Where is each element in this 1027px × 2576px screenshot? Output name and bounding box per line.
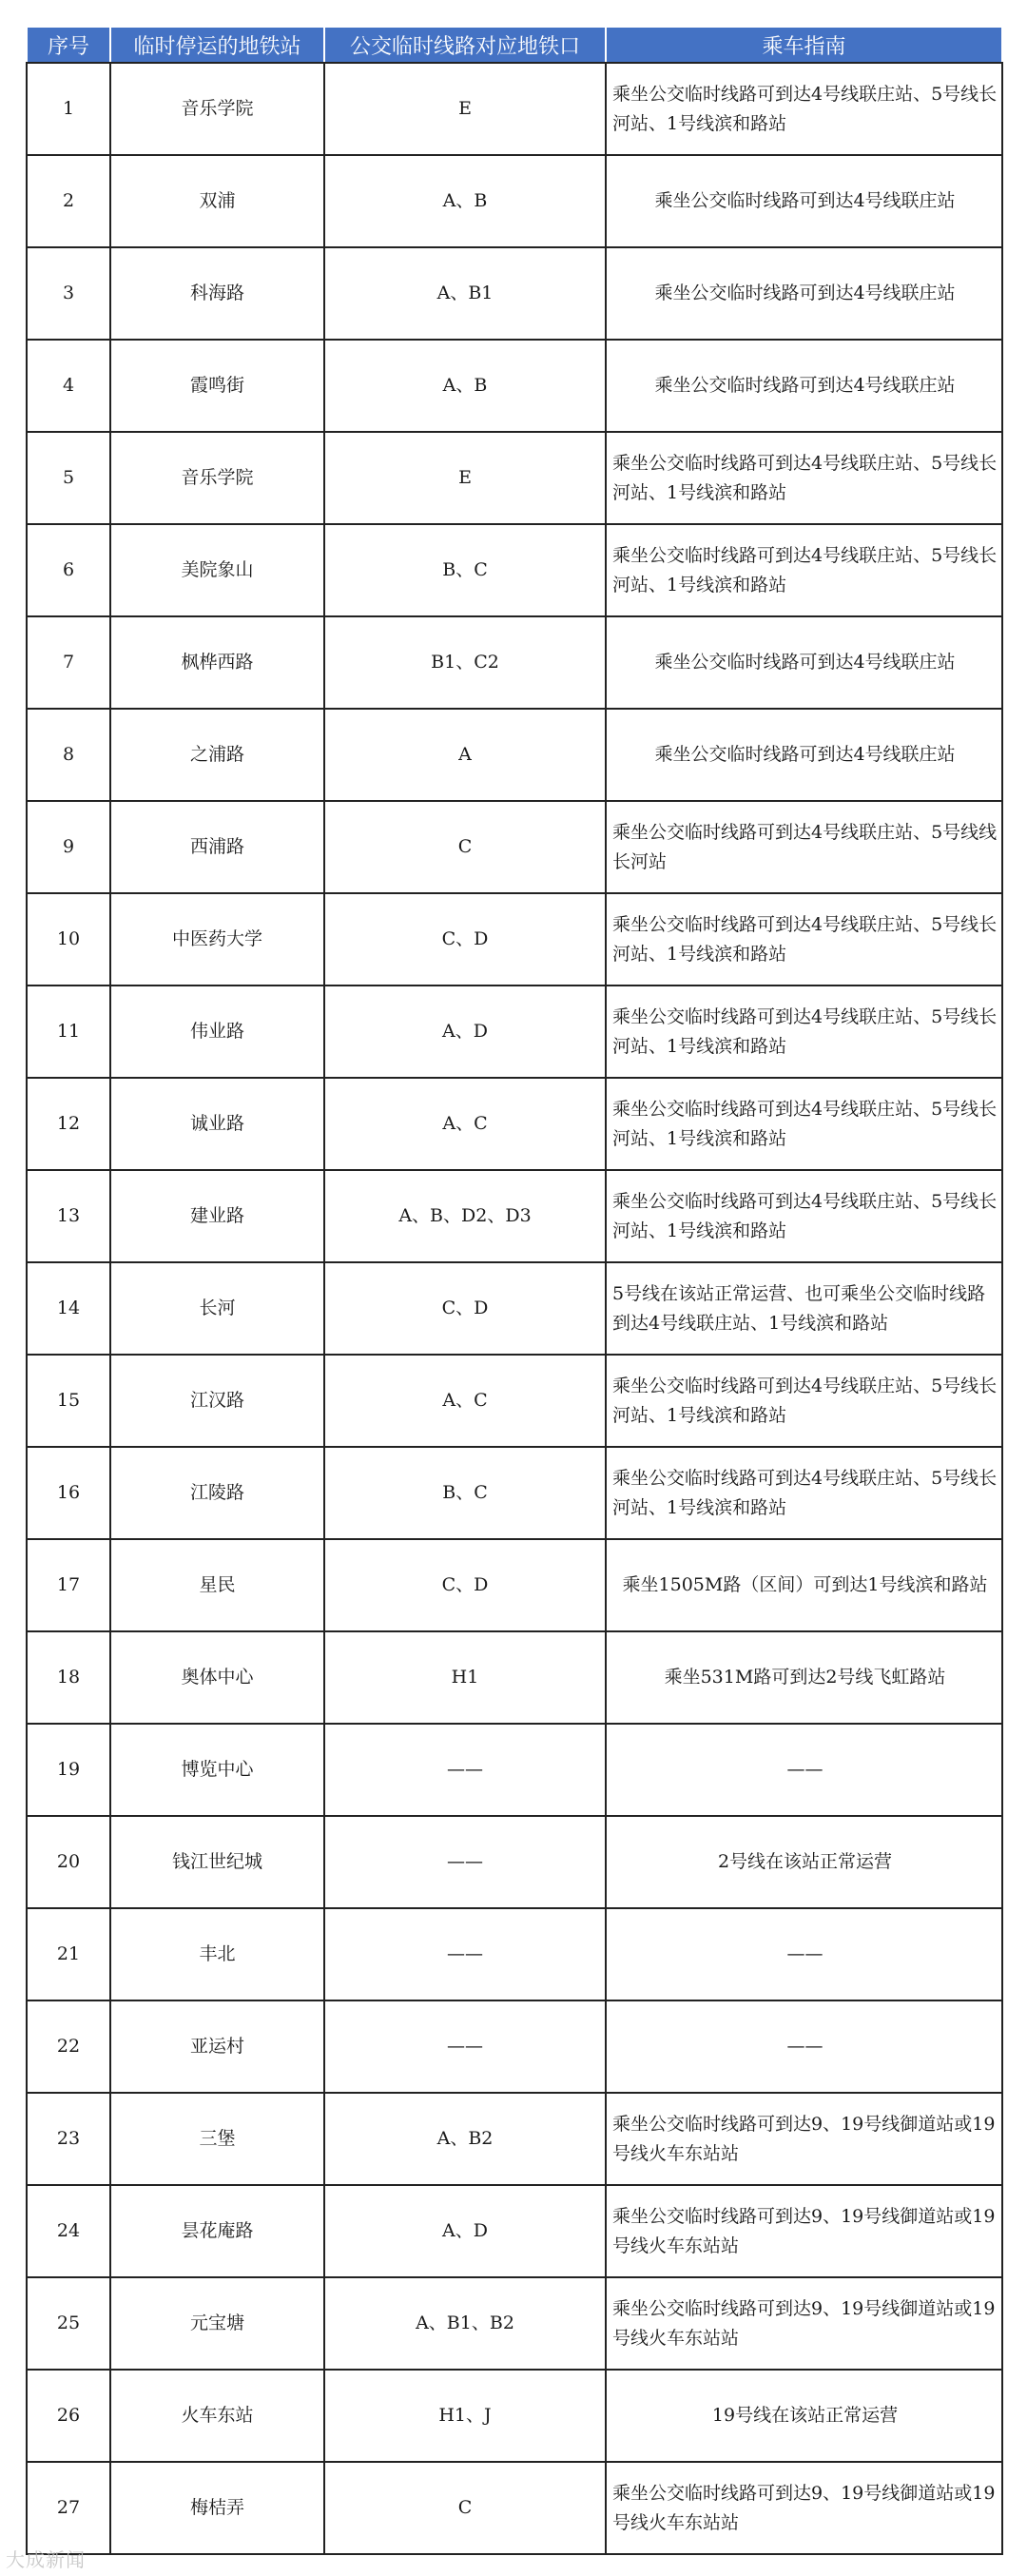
cell-exit: A、C [324,1078,606,1170]
cell-exit: A、B [324,340,606,432]
cell-no: 27 [27,2462,110,2554]
cell-exit: A、D [324,986,606,1078]
cell-guide: 乘坐公交临时线路可到达4号线联庄站、5号线长河站、1号线滨和路站 [606,524,1002,616]
cell-no: 16 [27,1447,110,1539]
header-station: 临时停运的地铁站 [110,27,324,63]
cell-no: 23 [27,2093,110,2185]
table-row [27,616,1002,709]
cell-no: 15 [27,1355,110,1447]
cell-no: 17 [27,1539,110,1631]
table-row [27,986,1002,1078]
cell-guide: 5号线在该站正常运营、也可乘坐公交临时线路到达4号线联庄站、1号线滨和路站 [606,1262,1002,1355]
table-row [27,432,1002,524]
cell-no: 21 [27,1908,110,2000]
cell-station: 中医药大学 [110,893,324,986]
table-header-row [27,27,1002,63]
header-exit: 公交临时线路对应地铁口 [324,27,606,63]
table-row [27,247,1002,340]
cell-exit: H1 [324,1631,606,1724]
table-row [27,1447,1002,1539]
cell-exit: H1、J [324,2370,606,2462]
cell-station: 昙花庵路 [110,2185,324,2277]
cell-no: 11 [27,986,110,1078]
table-row [27,1631,1002,1724]
cell-station: 江汉路 [110,1355,324,1447]
table-row [27,155,1002,247]
table-row [27,2093,1002,2185]
cell-station: 火车东站 [110,2370,324,2462]
cell-no: 9 [27,801,110,893]
cell-exit: A [324,709,606,801]
cell-no: 13 [27,1170,110,1262]
cell-exit: A、D [324,2185,606,2277]
cell-guide: 乘坐公交临时线路可到达4号线联庄站 [606,340,1002,432]
cell-guide: 乘坐公交临时线路可到达4号线联庄站 [606,247,1002,340]
cell-no: 12 [27,1078,110,1170]
cell-station: 三堡 [110,2093,324,2185]
cell-guide: 乘坐公交临时线路可到达4号线联庄站、5号线长河站、1号线滨和路站 [606,893,1002,986]
table-row [27,2370,1002,2462]
cell-station: 亚运村 [110,2000,324,2093]
cell-station: 双浦 [110,155,324,247]
cell-no: 8 [27,709,110,801]
cell-station: 之浦路 [110,709,324,801]
table-row [27,2000,1002,2093]
cell-guide: 乘坐公交临时线路可到达4号线联庄站、5号线长河站、1号线滨和路站 [606,63,1002,155]
cell-no: 24 [27,2185,110,2277]
cell-exit: A、B1、B2 [324,2277,606,2370]
cell-station: 元宝塘 [110,2277,324,2370]
cell-exit: B1、C2 [324,616,606,709]
cell-station: 枫桦西路 [110,616,324,709]
cell-station: 梅桔弄 [110,2462,324,2554]
table-row [27,2462,1002,2554]
cell-guide: 2号线在该站正常运营 [606,1816,1002,1908]
cell-guide: 乘坐1505M路（区间）可到达1号线滨和路站 [606,1539,1002,1631]
cell-station: 江陵路 [110,1447,324,1539]
cell-exit: A、B、D2、D3 [324,1170,606,1262]
cell-no: 5 [27,432,110,524]
cell-guide: 乘坐公交临时线路可到达4号线联庄站、5号线长河站、1号线滨和路站 [606,986,1002,1078]
cell-station: 星民 [110,1539,324,1631]
cell-station: 长河 [110,1262,324,1355]
cell-guide: 乘坐公交临时线路可到达4号线联庄站、5号线长河站、1号线滨和路站 [606,432,1002,524]
cell-no: 22 [27,2000,110,2093]
cell-no: 6 [27,524,110,616]
cell-no: 20 [27,1816,110,1908]
cell-station: 音乐学院 [110,432,324,524]
cell-guide: 乘坐公交临时线路可到达4号线联庄站、5号线长河站、1号线滨和路站 [606,1355,1002,1447]
watermark: 大成新闻 [6,2548,86,2571]
cell-station: 美院象山 [110,524,324,616]
cell-exit: E [324,63,606,155]
table-row [27,1816,1002,1908]
cell-exit: E [324,432,606,524]
cell-guide: 乘坐公交临时线路可到达4号线联庄站、5号线长河站、1号线滨和路站 [606,1170,1002,1262]
cell-station: 诚业路 [110,1078,324,1170]
table-row [27,1539,1002,1631]
header-no: 序号 [27,27,110,63]
cell-guide: 乘坐公交临时线路可到达4号线联庄站、5号线线长河站 [606,801,1002,893]
table-row [27,1724,1002,1816]
cell-station: 钱江世纪城 [110,1816,324,1908]
table-row [27,340,1002,432]
cell-guide: 19号线在该站正常运营 [606,2370,1002,2462]
subway-station-table [26,26,1003,2555]
cell-guide: —— [606,1908,1002,2000]
cell-no: 7 [27,616,110,709]
header-guide: 乘车指南 [606,27,1002,63]
table-row [27,893,1002,986]
cell-no: 14 [27,1262,110,1355]
table-row [27,1355,1002,1447]
cell-station: 伟业路 [110,986,324,1078]
cell-no: 10 [27,893,110,986]
cell-exit: A、B1 [324,247,606,340]
cell-no: 26 [27,2370,110,2462]
cell-guide: 乘坐公交临时线路可到达9、19号线御道站或19号线火车东站站 [606,2185,1002,2277]
cell-guide: 乘坐公交临时线路可到达4号线联庄站、5号线长河站、1号线滨和路站 [606,1078,1002,1170]
table-row [27,1170,1002,1262]
table-row [27,2277,1002,2370]
cell-exit: —— [324,1724,606,1816]
cell-no: 4 [27,340,110,432]
cell-guide: 乘坐公交临时线路可到达4号线联庄站 [606,155,1002,247]
cell-station: 博览中心 [110,1724,324,1816]
cell-station: 建业路 [110,1170,324,1262]
cell-guide: —— [606,1724,1002,1816]
cell-guide: 乘坐公交临时线路可到达4号线联庄站、5号线长河站、1号线滨和路站 [606,1447,1002,1539]
cell-exit: A、C [324,1355,606,1447]
cell-guide: 乘坐公交临时线路可到达9、19号线御道站或19号线火车东站站 [606,2093,1002,2185]
cell-station: 西浦路 [110,801,324,893]
cell-exit: C [324,2462,606,2554]
cell-exit: C、D [324,1262,606,1355]
cell-exit: —— [324,2000,606,2093]
table-row [27,1908,1002,2000]
table-row [27,63,1002,155]
cell-station: 科海路 [110,247,324,340]
cell-exit: C、D [324,893,606,986]
cell-no: 1 [27,63,110,155]
cell-station: 丰北 [110,1908,324,2000]
table-body [27,63,1002,2554]
cell-station: 音乐学院 [110,63,324,155]
cell-guide: 乘坐公交临时线路可到达9、19号线御道站或19号线火车东站站 [606,2462,1002,2554]
cell-exit: C、D [324,1539,606,1631]
cell-station: 霞鸣街 [110,340,324,432]
cell-no: 19 [27,1724,110,1816]
cell-exit: C [324,801,606,893]
table-row [27,1078,1002,1170]
cell-no: 18 [27,1631,110,1724]
table-row [27,709,1002,801]
cell-guide: 乘坐公交临时线路可到达4号线联庄站 [606,616,1002,709]
table-row [27,524,1002,616]
cell-exit: —— [324,1816,606,1908]
cell-no: 25 [27,2277,110,2370]
cell-exit: —— [324,1908,606,2000]
table-row [27,2185,1002,2277]
cell-exit: A、B2 [324,2093,606,2185]
cell-guide: 乘坐公交临时线路可到达9、19号线御道站或19号线火车东站站 [606,2277,1002,2370]
table-row [27,1262,1002,1355]
cell-station: 奥体中心 [110,1631,324,1724]
cell-guide: —— [606,2000,1002,2093]
cell-exit: A、B [324,155,606,247]
cell-exit: B、C [324,524,606,616]
table-row [27,801,1002,893]
cell-guide: 乘坐公交临时线路可到达4号线联庄站 [606,709,1002,801]
cell-exit: B、C [324,1447,606,1539]
cell-no: 3 [27,247,110,340]
cell-guide: 乘坐531M路可到达2号线飞虹路站 [606,1631,1002,1724]
cell-no: 2 [27,155,110,247]
